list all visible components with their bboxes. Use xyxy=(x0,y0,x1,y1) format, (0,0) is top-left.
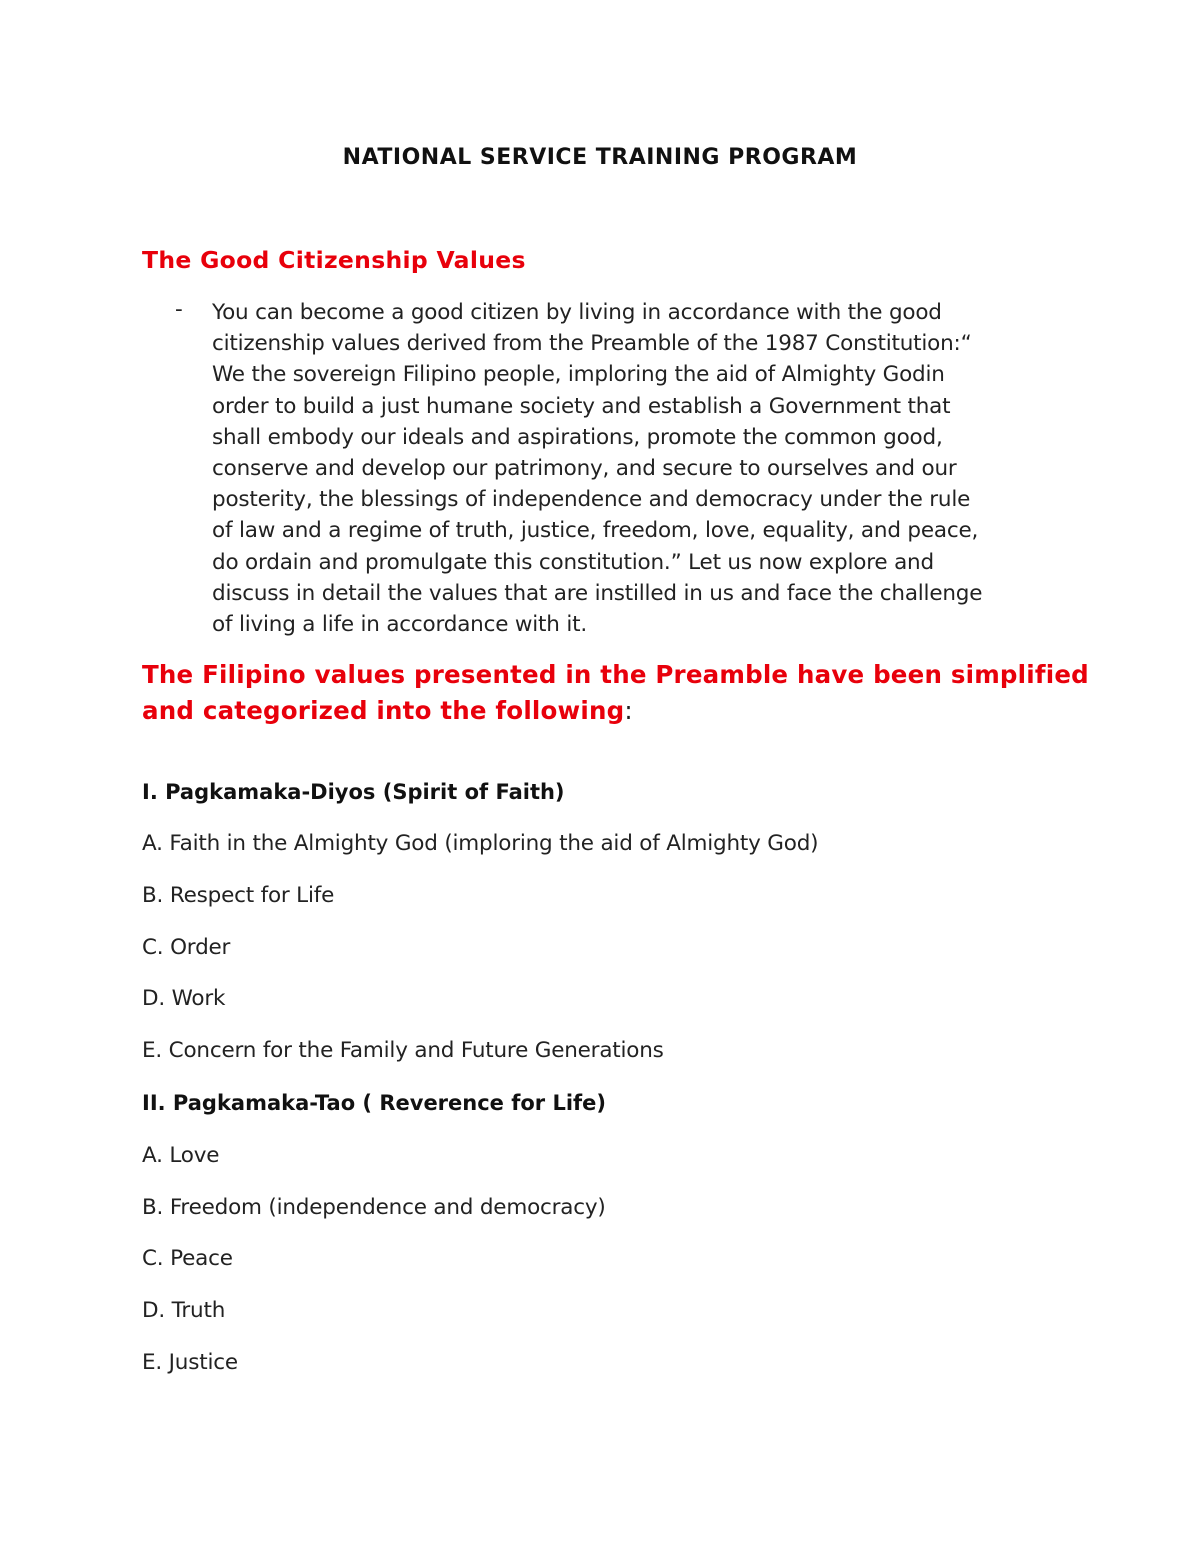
values-heading-text: and categorized into the following xyxy=(142,695,625,725)
values-heading xyxy=(142,657,1089,728)
list-item: C. Order xyxy=(142,935,231,960)
list-item: A. Love xyxy=(142,1143,220,1168)
paragraph-line: order to build a just humane society and establish a Government that xyxy=(212,393,951,419)
paragraph-line: posterity, the blessings of independence and democracy under the rule xyxy=(212,487,971,513)
category-title: II. Pagkamaka-Tao ( Reverence for Life) xyxy=(142,1091,607,1115)
values-heading-colon: : xyxy=(624,695,633,725)
document-title: NATIONAL SERVICE TRAINING PROGRAM xyxy=(342,145,858,170)
paragraph-line: You can become a good citizen by living in accordance with the good xyxy=(212,300,942,325)
list-item: E. Concern for the Family and Future Generations xyxy=(142,1038,664,1063)
list-item: B. Respect for Life xyxy=(142,883,335,908)
bullet-marker: - xyxy=(175,297,183,322)
section-heading: The Good Citizenship Values xyxy=(142,246,526,274)
paragraph-line: of law and a regime of truth, justice, freedom, love, equality, and peace, xyxy=(212,518,979,544)
paragraph-line: do ordain and promulgate this constitution.” Let us now explore and xyxy=(212,549,934,575)
list-item: B. Freedom (independence and democracy) xyxy=(142,1195,606,1220)
paragraph-line: We the sovereign Filipino people, imploring the aid of Almighty Godin xyxy=(212,362,945,388)
values-heading-line: The Filipino values presented in the Preamble have been simplified xyxy=(142,660,1089,689)
paragraph-line: discuss in detail the values that are instilled in us and face the challenge xyxy=(212,580,983,606)
paragraph-line: shall embody our ideals and aspirations, promote the common good, xyxy=(212,424,943,450)
category-title: I. Pagkamaka-Diyos (Spirit of Faith) xyxy=(142,780,565,804)
list-item: A. Faith in the Almighty God (imploring the aid of Almighty God) xyxy=(142,831,819,856)
paragraph-line: of living a life in accordance with it. xyxy=(212,612,587,638)
preamble-paragraph xyxy=(212,297,1072,640)
paragraph-line: conserve and develop our patrimony, and secure to ourselves and our xyxy=(212,456,957,482)
list-item: D. Work xyxy=(142,986,226,1011)
list-item: D. Truth xyxy=(142,1298,226,1323)
list-item: C. Peace xyxy=(142,1246,233,1271)
list-item: E. Justice xyxy=(142,1350,238,1375)
values-heading-line xyxy=(142,693,1062,729)
paragraph-line: citizenship values derived from the Preamble of the 1987 Constitution:“ xyxy=(212,331,972,357)
